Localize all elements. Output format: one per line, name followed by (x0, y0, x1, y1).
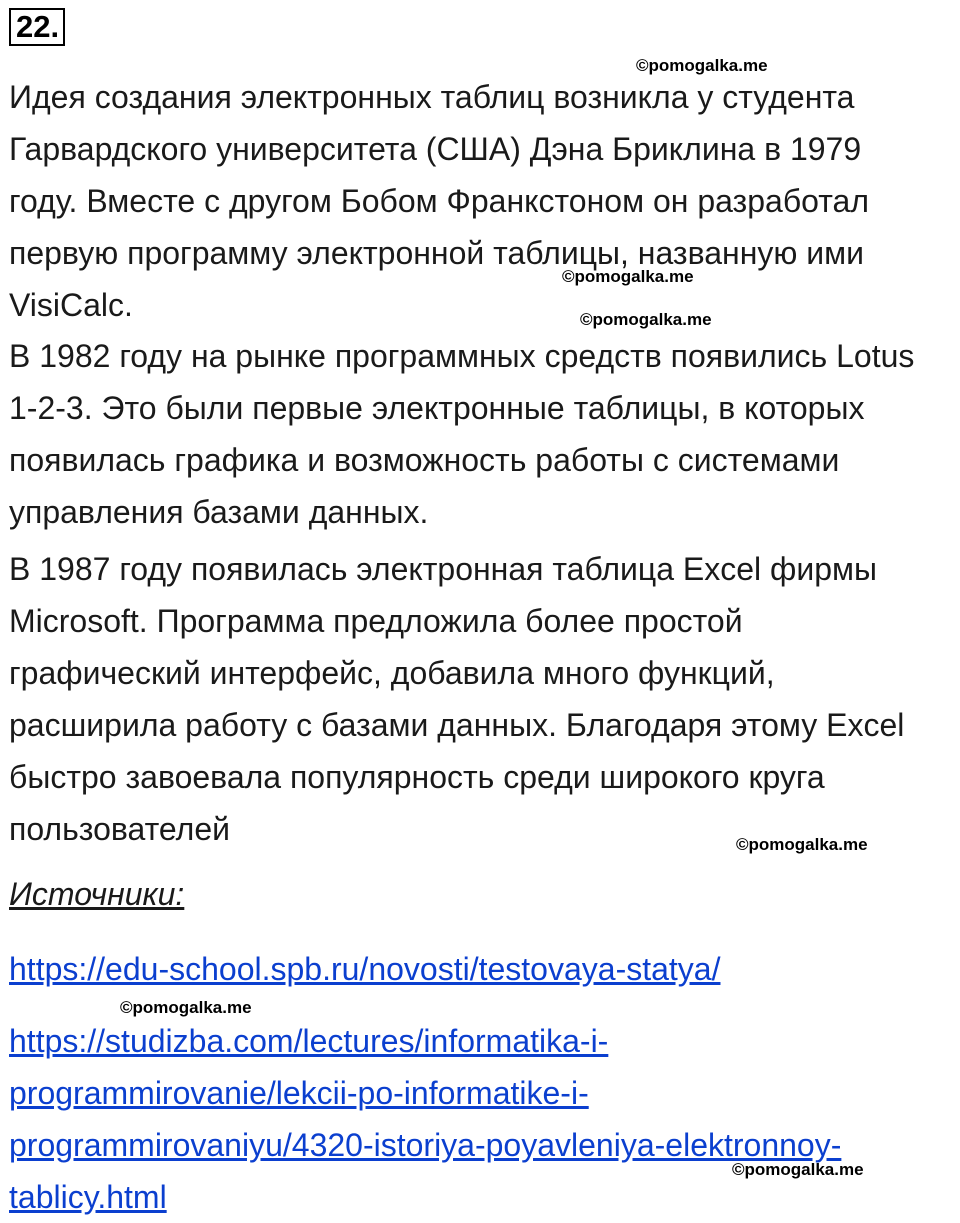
source-link-studizba[interactable] (9, 1015, 841, 1223)
watermark: ©pomogalka.me (636, 56, 768, 75)
text-line: быстро завоевала популярность среди широкого круга (9, 759, 825, 795)
watermark: ©pomogalka.me (562, 267, 694, 286)
text-line: управления базами данных. (9, 494, 429, 530)
paragraph-lotus (9, 330, 914, 538)
watermark: ©pomogalka.me (736, 835, 868, 854)
watermark: ©pomogalka.me (732, 1160, 864, 1179)
text-line: VisiCalc. (9, 287, 133, 323)
sources-heading: Источники: (9, 876, 185, 912)
source-link-line[interactable]: programmirovanie/lekcii-po-informatike-i- (9, 1075, 589, 1111)
task-number-box (9, 8, 65, 46)
source-link-line[interactable]: https://studizba.com/lectures/informatika-i- (9, 1023, 609, 1059)
text-line: пользователей (9, 811, 230, 847)
text-line: В 1982 году на рынке программных средств появились Lotus (9, 338, 915, 374)
text-line: Microsoft. Программа предложила более простой (9, 603, 743, 639)
source-link-line[interactable]: programmirovaniyu/4320-istoriya-poyavleniya-elektronnoy- (9, 1127, 842, 1163)
text-line: году. Вместе с другом Бобом Франкстоном он разработал (9, 183, 869, 219)
text-line: расширила работу с базами данных. Благодаря этому Excel (9, 707, 905, 743)
watermark: ©pomogalka.me (580, 310, 712, 329)
text-line: появилась графика и возможность работы с системами (9, 442, 840, 478)
watermark: ©pomogalka.me (120, 998, 252, 1017)
text-line: первую программу электронной таблицы, названную ими (9, 235, 864, 271)
paragraph-excel (9, 543, 904, 855)
text-line: Идея создания электронных таблиц возникла у студента (9, 79, 855, 115)
source-link-edu-school[interactable]: https://edu-school.spb.ru/novosti/testovaya-statya/ (9, 951, 721, 987)
text-line: графический интерфейс, добавила много функций, (9, 655, 775, 691)
task-number: 22. (16, 9, 60, 44)
text-line: Гарвардского университета (США) Дэна Бриклина в 1979 (9, 131, 862, 167)
text-line: В 1987 году появилась электронная таблица Excel фирмы (9, 551, 878, 587)
text-line: 1-2-3. Это были первые электронные таблицы, в которых (9, 390, 865, 426)
paragraph-visicalc (9, 71, 869, 331)
source-link-line[interactable]: tablicy.html (9, 1179, 167, 1215)
